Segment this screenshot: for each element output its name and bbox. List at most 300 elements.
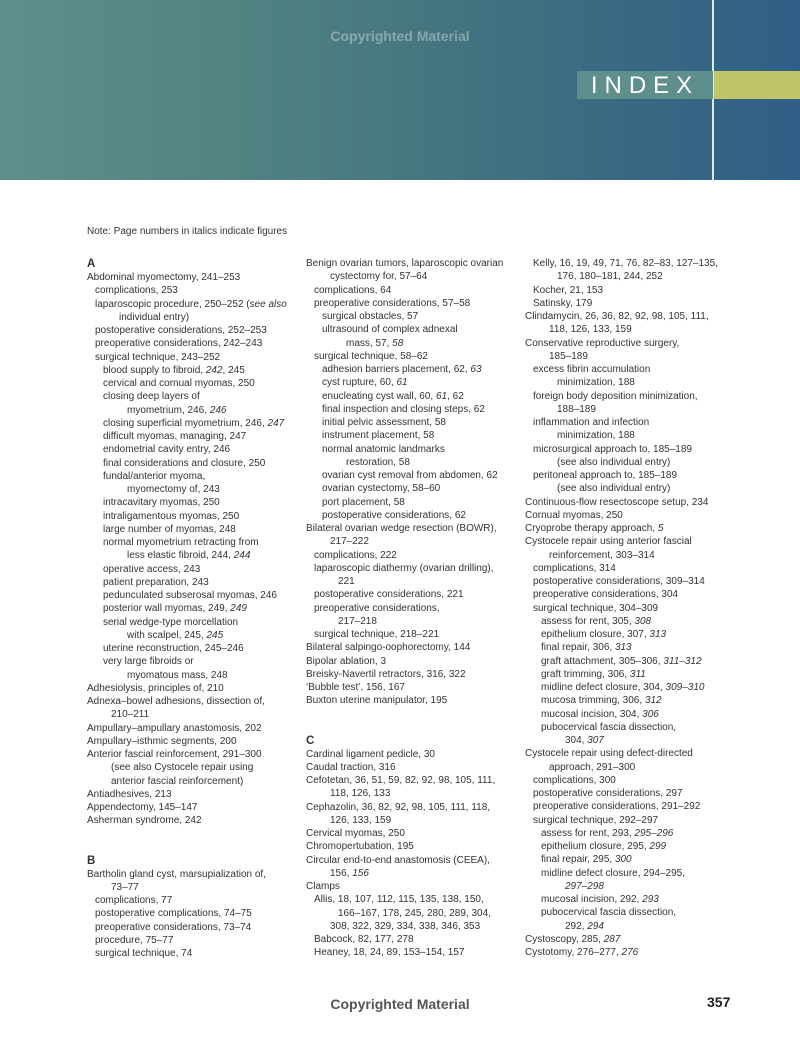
entry-text: port placement, 58 (322, 496, 405, 508)
index-entry (306, 655, 518, 668)
entry-text: Kelly, 16, 19, 49, 71, 76, 82–83, 127–135, (533, 258, 718, 269)
entry-continuation (103, 483, 297, 496)
entry-text: postoperative considerations, 221 (314, 589, 464, 601)
index-entry (87, 271, 297, 284)
entry-text: Cystoscopy, 285, (525, 933, 604, 945)
index-column-2 (306, 257, 518, 960)
continuation-text: (see also individual entry) (557, 483, 671, 495)
index-entry (525, 827, 737, 840)
index-entry (306, 390, 518, 403)
entry-continuation (314, 615, 518, 628)
entry-italic: 5 (657, 523, 664, 534)
index-entry (87, 510, 297, 523)
index-entry (525, 562, 737, 575)
entry-continuation (87, 761, 297, 774)
entry-continuation (533, 376, 737, 389)
entry-italic: 242 (205, 364, 223, 376)
entry-text: surgical technique, 74 (95, 948, 193, 959)
continuation-text: 217–222 (330, 536, 369, 548)
entry-text: laparoscopic diathermy (ovarian drilling), (314, 562, 494, 574)
continuation-text: 217–218 (338, 615, 377, 627)
continuation-text: 185–189 (549, 350, 588, 362)
entry-italic: 300 (614, 854, 632, 866)
entry-text: complications, 253 (95, 285, 178, 297)
index-entry (525, 310, 737, 337)
continuation-text: 73–77 (111, 881, 139, 893)
entry-italic: 276 (621, 947, 639, 958)
continuation-text: 221 (338, 576, 355, 587)
index-entry (306, 880, 518, 893)
entry-text: Benign ovarian tumors, laparoscopic ovarian (306, 258, 504, 269)
index-entry (525, 787, 737, 800)
entry-text: preoperative considerations, 57–58 (314, 297, 471, 309)
entry-text: peritoneal approach to, 185–189 (533, 470, 678, 481)
continuation-text: 156, (330, 867, 353, 879)
index-entry (87, 722, 297, 735)
index-entry (87, 775, 297, 788)
continuation-text: 166–167, 178, 245, 280, 289, 304, (338, 907, 491, 919)
entry-text: Babcock, 82, 177, 278 (314, 934, 414, 945)
entry-text: 308, 322, 329, 334, 338, 346, 353 (330, 920, 481, 932)
entry-text: Allis, 18, 107, 112, 115, 135, 138, 150, (314, 894, 484, 906)
index-column-3 (525, 257, 737, 959)
entry-italic: 313 (649, 629, 667, 640)
entry-text: Appendectomy, 145–147 (87, 802, 198, 813)
entry-text: Conservative reproductive surgery, (525, 337, 680, 349)
continuation-italic: 307 (587, 735, 604, 746)
entry-text: preoperative considerations, 242–243 (95, 338, 263, 350)
section-letter: B (87, 854, 96, 867)
index-entry (525, 337, 737, 364)
index-entry (306, 761, 518, 774)
index-entry (87, 682, 297, 695)
entry-text: Bipolar ablation, 3 (306, 655, 387, 667)
watermark-bottom: Copyrighted Material (330, 996, 470, 1012)
continuation-text: with scalpel, 245, (127, 629, 207, 641)
entry-text: Satinsky, 179 (533, 297, 593, 309)
index-entry (525, 522, 737, 535)
index-entry (306, 549, 518, 562)
index-entry (306, 694, 518, 707)
index-entry (525, 615, 737, 628)
index-entry (306, 522, 518, 549)
entry-text: Cystocele repair using defect-directed (525, 748, 693, 760)
entry-text: surgical technique, 58–62 (314, 350, 428, 362)
entry-text: Ampullary–isthmic segments, 200 (87, 735, 237, 747)
index-entry (87, 947, 297, 960)
continuation-text: (see also Cystocele repair using (111, 762, 254, 774)
index-entry (87, 801, 297, 814)
entry-continuation (87, 708, 297, 721)
continuation-text: 118, 126, 133, 159 (549, 324, 632, 336)
index-entry (306, 257, 518, 284)
entry-text: Adnexa–bowel adhesions, dissection of, (87, 696, 265, 707)
continuation-text: individual entry) (119, 311, 190, 323)
index-entry (87, 868, 297, 895)
entry-text: postoperative considerations, 309–314 (533, 576, 705, 587)
entry-italic: 249 (230, 603, 247, 615)
entry-after: , 62 (447, 390, 464, 402)
entry-continuation (533, 482, 737, 495)
continuation-text: approach, 291–300 (549, 761, 636, 773)
entry-text: Caudal traction, 316 (306, 761, 396, 773)
entry-text: Anterior fascial reinforcement, 291–300 (87, 749, 262, 760)
continuation-italic: 245 (206, 629, 224, 641)
index-entry (306, 801, 518, 828)
index-entry (525, 390, 737, 417)
entry-text: surgical technique, 243–252 (95, 351, 221, 363)
continuation-text: 188–189 (557, 403, 596, 415)
index-entry (87, 536, 297, 563)
continuation-italic: 156 (352, 867, 369, 879)
entry-text: excess fibrin accumulation (533, 364, 651, 375)
index-entry (87, 934, 297, 947)
index-entry (306, 376, 518, 389)
page-number: 357 (707, 994, 731, 1010)
index-entry (306, 681, 518, 694)
index-title: INDEX (577, 71, 713, 99)
entry-text: very large fibroids or (103, 656, 194, 668)
entry-continuation (322, 337, 518, 350)
entry-text: complications, 314 (533, 562, 616, 574)
index-entry (525, 800, 737, 813)
entry-text: epithelium closure, 295, (541, 841, 650, 852)
index-entry (306, 641, 518, 654)
entry-text: fundal/anterior myoma, (103, 470, 206, 482)
entry-text: closing superficial myometrium, 246, (103, 417, 268, 429)
entry-text: Bartholin gland cyst, marsupialization of, (87, 868, 266, 880)
index-entry (306, 482, 518, 495)
entry-after: , 245 (222, 364, 245, 376)
entry-text: ultrasound of complex adnexal (322, 324, 458, 336)
entry-continuation (95, 311, 297, 324)
entry-italic: 311–312 (663, 655, 702, 667)
entry-text: serial wedge-type morcellation (103, 616, 239, 628)
continuation-text: 126, 133, 159 (330, 814, 392, 826)
index-entry (525, 496, 737, 509)
entry-text: mucosal incision, 292, (541, 894, 643, 905)
index-entry (87, 443, 297, 456)
entry-text: epithelium closure, 307, (541, 629, 650, 640)
entry-text: Cystocele repair using anterior fascial (525, 536, 692, 548)
entry-italic: 295–296 (634, 827, 674, 839)
continuation-italic: 294 (587, 920, 604, 932)
index-entry (306, 920, 518, 933)
continuation-text: (see also individual entry) (557, 456, 671, 468)
section-letter: A (87, 258, 96, 270)
entry-text: microsurgical approach to, 185–189 (533, 443, 692, 455)
index-entry (87, 602, 297, 615)
index-entry (525, 708, 737, 721)
index-entry (306, 469, 518, 482)
entry-text: intracavitary myomas, 250 (103, 497, 220, 509)
entry-italic: 63 (470, 364, 482, 375)
entry-text: mucosal incision, 304, (541, 708, 643, 720)
entry-continuation (541, 734, 737, 747)
entry-text: adhesion barriers placement, 62, (322, 364, 471, 375)
entry-text: complications, 64 (314, 284, 392, 296)
index-entry (525, 694, 737, 707)
entry-text: postoperative considerations, 297 (533, 788, 683, 799)
entry-continuation (525, 761, 737, 774)
index-entry (87, 563, 297, 576)
entry-italic: 247 (267, 417, 285, 429)
entry-text: postoperative considerations, 62 (322, 509, 466, 521)
continuation-text: restoration, 58 (346, 456, 410, 468)
entry-continuation (103, 549, 297, 562)
index-entry (525, 641, 737, 654)
entry-italic: 287 (603, 933, 621, 945)
entry-text: Ampullary–ampullary anastomosis, 202 (87, 722, 262, 734)
entry-continuation (306, 787, 518, 800)
index-entry (306, 748, 518, 761)
entry-italic: 293 (642, 894, 659, 905)
entry-italic: 299 (649, 841, 667, 852)
entry-text: laparoscopic procedure, 250–252 ( (95, 298, 250, 310)
entry-text: ovarian cystectomy, 58–60 (322, 483, 441, 495)
index-entry (306, 602, 518, 629)
entry-text: Cornual myomas, 250 (525, 509, 623, 521)
entry-text: complications, 222 (314, 549, 397, 561)
entry-continuation (541, 880, 737, 893)
index-entry (525, 443, 737, 470)
entry-text: inflammation and infection (533, 417, 650, 428)
index-entry (306, 893, 518, 920)
entry-italic: 313 (614, 642, 632, 654)
entry-text: preoperative considerations, 304 (533, 589, 679, 601)
entry-text: preoperative considerations, 73–74 (95, 921, 252, 933)
index-entry (306, 323, 518, 350)
entry-text: initial pelvic assessment, 58 (322, 417, 446, 428)
entry-text: graft attachment, 305–306, (541, 655, 664, 667)
continuation-text: mass, 57, (346, 337, 393, 349)
entry-text: pedunculated subserosal myomas, 246 (103, 590, 277, 601)
entry-continuation (541, 920, 737, 933)
entry-italic: 311 (629, 668, 646, 680)
index-entry (87, 907, 297, 920)
entry-continuation (87, 881, 297, 894)
index-entry (525, 416, 737, 443)
entry-text: preoperative considerations, 291–292 (533, 801, 701, 813)
index-entry (87, 921, 297, 934)
index-entry (306, 284, 518, 297)
entry-text: Chromopertubation, 195 (306, 841, 414, 853)
entry-continuation (103, 629, 297, 642)
index-entry (87, 457, 297, 470)
index-entry (87, 364, 297, 377)
index-entry (87, 576, 297, 589)
entry-text: ‘Bubble test’, 156, 167 (306, 682, 405, 693)
index-entry (87, 788, 297, 801)
continuation-text: 210–211 (111, 709, 150, 721)
entry-italic: 308 (634, 615, 652, 627)
index-entry (87, 390, 297, 417)
entry-text: final repair, 295, (541, 854, 615, 866)
entry-text: surgical technique, 304–309 (533, 602, 659, 614)
entry-text: cervical and cornual myomas, 250 (103, 378, 255, 389)
entry-italic: 306 (642, 708, 659, 720)
entry-text: instrument placement, 58 (322, 430, 435, 442)
index-entry (87, 523, 297, 536)
entry-italic: 309–310 (665, 682, 705, 693)
index-column-1 (87, 257, 297, 960)
index-entry (525, 257, 737, 284)
section-letter: C (306, 734, 315, 747)
entry-text: enucleating cyst wall, 60, (322, 390, 436, 402)
index-entry (525, 469, 737, 496)
entry-text: Abdominal myomectomy, 241–253 (87, 272, 241, 283)
entry-text: final considerations and closure, 250 (103, 457, 266, 469)
index-entry (306, 827, 518, 840)
entry-text: surgical technique, 218–221 (314, 629, 440, 640)
entry-text: graft trimming, 306, (541, 668, 630, 680)
entry-italic: 61 (396, 377, 408, 389)
index-entry (525, 284, 737, 297)
index-entry (87, 470, 297, 497)
continuation-italic: 58 (392, 337, 404, 349)
entry-text: surgical obstacles, 57 (322, 311, 419, 322)
entry-text: pubocervical fascia dissection, (541, 907, 677, 919)
index-entry (87, 430, 297, 443)
continuation-text: minimization, 188 (557, 430, 635, 442)
index-entry (306, 297, 518, 310)
entry-text: Breisky-Navertil retractors, 316, 322 (306, 668, 466, 680)
index-entry (87, 616, 297, 643)
index-entry (306, 363, 518, 376)
index-entry (525, 363, 737, 390)
entry-text: postoperative complications, 74–75 (95, 908, 252, 920)
index-entry (87, 589, 297, 602)
entry-text: Clamps (306, 881, 340, 892)
continuation-text: 118, 126, 133 (330, 788, 391, 800)
entry-continuation (525, 549, 737, 562)
index-entry (306, 628, 518, 641)
watermark-top: Copyrighted Material (330, 28, 470, 44)
entry-continuation (103, 669, 297, 682)
entry-text: Bilateral salpingo-oophorectomy, 144 (306, 642, 471, 654)
index-entry (525, 297, 737, 310)
index-entry (525, 893, 737, 906)
entry-italic: see also (249, 298, 287, 310)
entry-continuation (533, 270, 737, 283)
entry-continuation (533, 403, 737, 416)
index-entry (87, 298, 297, 325)
index-entry (306, 416, 518, 429)
index-entry (306, 933, 518, 946)
index-entry (87, 695, 297, 722)
entry-text: Buxton uterine manipulator, 195 (306, 695, 448, 707)
index-entry (306, 509, 518, 522)
index-entry (525, 602, 737, 615)
continuation-text: reinforcement, 303–314 (549, 549, 655, 561)
index-entry (525, 628, 737, 641)
entry-text: mucosa trimming, 306, (541, 695, 645, 707)
entry-text: Cefotetan, 36, 51, 59, 82, 92, 98, 105, 111, (306, 775, 496, 786)
entry-continuation (533, 456, 737, 469)
index-accent-bar (714, 71, 800, 99)
entry-italic: 312 (644, 695, 662, 707)
entry-text: preoperative considerations, (314, 602, 440, 614)
continuation-text: cystectomy for, 57–64 (330, 271, 428, 283)
entry-continuation (306, 270, 518, 283)
entry-text: Cryoprobe therapy approach, (525, 523, 658, 534)
index-entry (525, 509, 737, 522)
entry-text: Antiadhesives, 213 (87, 788, 172, 800)
index-entry (525, 946, 737, 959)
continuation-text: 292, (565, 920, 588, 932)
index-entry (306, 429, 518, 442)
continuation-italic: 246 (209, 404, 227, 416)
entry-text: closing deep layers of (103, 391, 200, 403)
entry-italic: 61 (435, 390, 448, 402)
index-entry (525, 867, 737, 894)
continuation-text: myomectomy of, 243 (127, 484, 220, 495)
index-entry (306, 562, 518, 589)
entry-text: posterior wall myomas, 249, (103, 603, 231, 615)
index-entry (87, 735, 297, 748)
entry-continuation (306, 814, 518, 827)
continuation-text: 304, (565, 735, 588, 746)
entry-text: Kocher, 21, 153 (533, 284, 604, 296)
entry-text: midline defect closure, 304, (541, 682, 666, 693)
index-entry (306, 668, 518, 681)
entry-text: large number of myomas, 248 (103, 523, 236, 535)
entry-text: Clindamycin, 26, 36, 82, 92, 98, 105, 111, (525, 311, 709, 322)
continuation-text: 176, 180–181, 244, 252 (557, 271, 663, 283)
entry-continuation (525, 323, 737, 336)
index-entry (525, 575, 737, 588)
index-entry (87, 814, 297, 827)
entry-text: Bilateral ovarian wedge resection (BOWR), (306, 523, 497, 534)
index-entry (306, 310, 518, 323)
entry-continuation (314, 575, 518, 588)
italics-note: Note: Page numbers in italics indicate figures (87, 226, 288, 237)
index-entry (87, 351, 297, 364)
entry-text: anterior fascial reinforcement) (111, 775, 244, 787)
index-entry (87, 284, 297, 297)
continuation-text: myometrium, 246, (127, 404, 210, 416)
entry-text: final inspection and closing steps, 62 (322, 403, 485, 415)
entry-continuation (533, 429, 737, 442)
entry-text: Adhesiolysis, principles of, 210 (87, 682, 224, 694)
entry-text: operative access, 243 (103, 563, 201, 575)
index-entry (525, 668, 737, 681)
entry-text: ovarian cyst removal from abdomen, 62 (322, 470, 498, 481)
continuation-text: less elastic fibroid, 244, (127, 550, 234, 562)
entry-continuation (306, 535, 518, 548)
entry-text: Asherman syndrome, 242 (87, 815, 202, 827)
entry-text: Cephazolin, 36, 82, 92, 98, 105, 111, 118, (306, 801, 491, 813)
entry-text: endometrial cavity entry, 246 (103, 444, 231, 456)
entry-text: complications, 300 (533, 774, 616, 786)
entry-continuation (306, 867, 518, 880)
entry-continuation (525, 350, 737, 363)
index-entry (525, 747, 737, 774)
entry-continuation (314, 907, 518, 920)
index-entry (306, 588, 518, 601)
index-entry (525, 774, 737, 787)
index-entry (87, 894, 297, 907)
index-entry (306, 946, 518, 959)
index-entry (525, 853, 737, 866)
index-entry (525, 906, 737, 933)
index-entry (306, 443, 518, 470)
index-entry (87, 642, 297, 655)
index-entry (525, 655, 737, 668)
index-entry (525, 814, 737, 827)
continuation-text: minimization, 188 (557, 377, 635, 389)
entry-text: blood supply to fibroid, (103, 364, 206, 376)
